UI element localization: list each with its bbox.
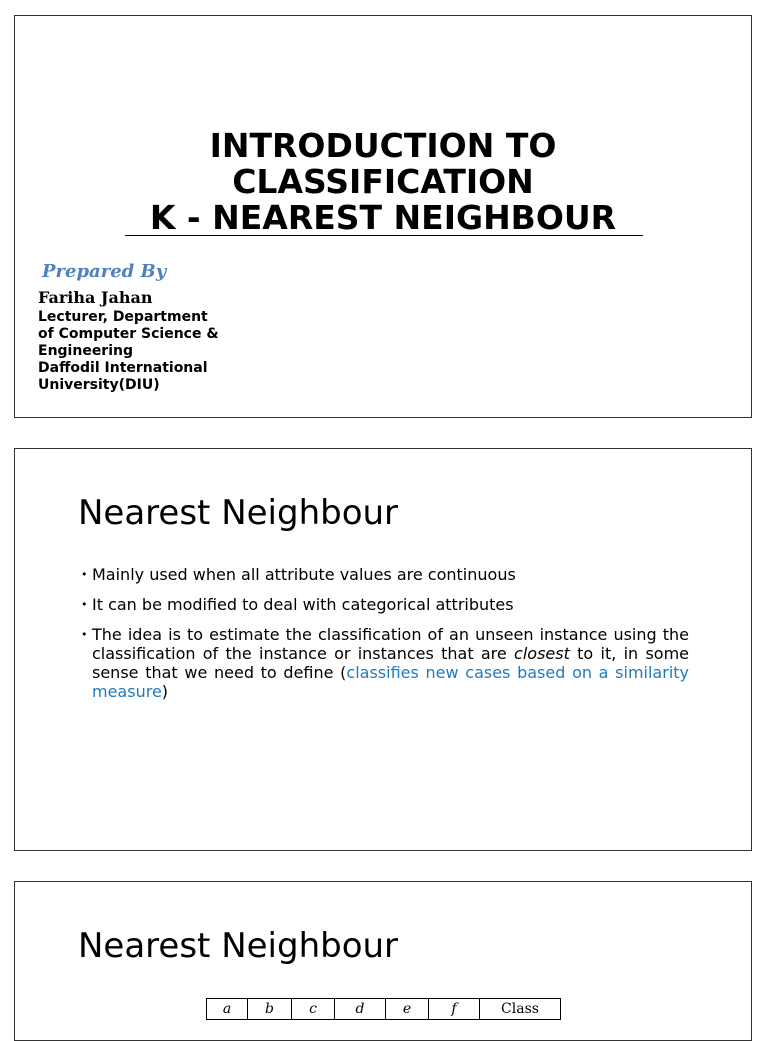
nearest-neighbour-table-slide <box>14 881 752 1041</box>
presentation-title <box>15 128 751 236</box>
bullet-text: Mainly used when all attribute values are continuous <box>92 565 516 584</box>
bullet-dot-icon: • <box>81 598 88 611</box>
table-header-cell: a <box>207 999 248 1020</box>
slide-title: Nearest Neighbour <box>78 926 399 966</box>
bullet-text: to it, in some sense that we need to define ( <box>92 644 689 682</box>
attribute-table <box>206 998 561 1020</box>
bullet-item <box>81 625 689 701</box>
title-line-3: K - NEAREST NEIGHBOUR <box>149 198 617 237</box>
bullet-text: The idea is to estimate the classification of an unseen instance using the classification of the instance or instances that are <box>92 625 689 663</box>
affiliation-line: University(DIU) <box>38 377 160 393</box>
affiliation-line: Engineering <box>38 343 133 359</box>
bullet-dot-icon: • <box>81 568 88 581</box>
affiliation-line: Daffodil International <box>38 360 208 376</box>
table-header-cell: b <box>248 999 292 1020</box>
bullet-item <box>81 565 689 584</box>
author-name: Fariha Jahan <box>38 288 153 307</box>
bullet-item <box>81 595 689 614</box>
table-header-row <box>207 999 561 1020</box>
title-line-2: CLASSIFICATION <box>232 162 534 201</box>
title-underline <box>125 235 643 236</box>
bullet-dot-icon: • <box>81 628 88 641</box>
bullet-text: ) <box>161 682 169 701</box>
table-header-cell: c <box>292 999 335 1020</box>
prepared-by-label: Prepared By <box>42 261 167 282</box>
table-header-cell: f <box>429 999 480 1020</box>
author-affiliation <box>38 309 258 394</box>
title-slide <box>14 15 752 418</box>
affiliation-line: of Computer Science & <box>38 326 219 342</box>
nearest-neighbour-slide <box>14 448 752 851</box>
highlight-text: classifies new cases based on a similarity measure <box>92 663 689 701</box>
table-header-cell: d <box>335 999 386 1020</box>
emphasis-text: closest <box>514 644 570 663</box>
title-line-1: INTRODUCTION TO <box>209 126 557 165</box>
bullet-text: It can be modified to deal with categorical attributes <box>92 595 514 614</box>
table-header-cell: Class <box>480 999 561 1020</box>
table-header-cell: e <box>386 999 429 1020</box>
affiliation-line: Lecturer, Department <box>38 309 208 325</box>
slide-title: Nearest Neighbour <box>78 493 399 533</box>
bullet-list <box>81 565 689 712</box>
